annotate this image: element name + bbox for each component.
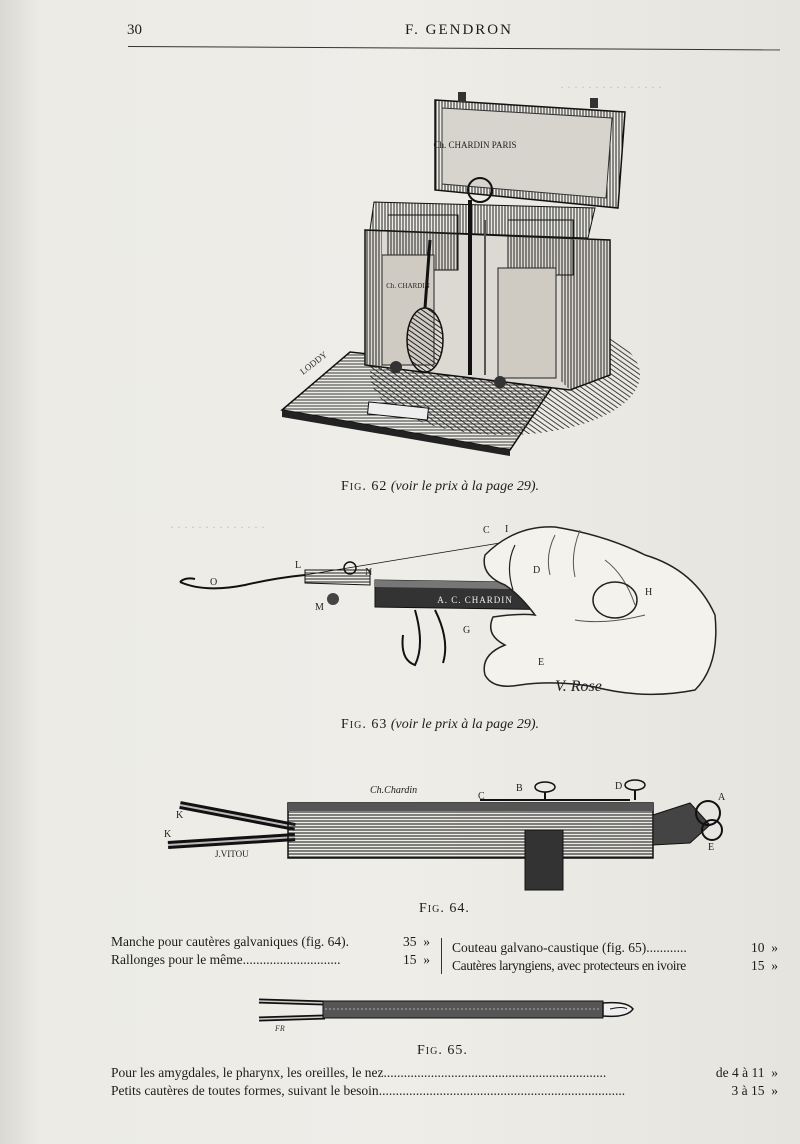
handle-maker-inscription: Ch.Chardin xyxy=(370,785,418,796)
bleed-through-text: · · · · · · · · · · · · · · · xyxy=(560,80,662,94)
price-item-cauteres-laryngiens xyxy=(452,958,686,974)
header-rule xyxy=(128,46,780,50)
fig62-text: (voir le prix à la page 29). xyxy=(390,479,539,494)
fig65-caption xyxy=(417,1043,468,1059)
hand-engraver-signature: V. Rose xyxy=(555,678,602,695)
price-value-petits-cauteres: 3 à 15 » xyxy=(731,1083,778,1098)
fig63-letter-M: M xyxy=(315,602,324,613)
box-engraver-signature: LODDY xyxy=(298,349,330,377)
fig64-label: Fig. 64. xyxy=(419,901,470,916)
price-item-label: Pour les amygdales, le pharynx, les oreilles, le nez xyxy=(111,1065,384,1080)
fig63-letter-I: I xyxy=(505,524,509,535)
fig63-label: Fig. 63 xyxy=(341,717,388,732)
galvanic-handle-engraving xyxy=(160,775,735,895)
fig63-letter-H: H xyxy=(645,587,653,598)
fig62-caption xyxy=(341,479,539,495)
column-divider xyxy=(441,938,442,974)
price-value-cauteres-laryngiens: 15 » xyxy=(751,958,778,973)
fig64-caption xyxy=(419,901,470,917)
fig62-label: Fig. 62 xyxy=(341,479,388,494)
fig63-letter-E: E xyxy=(538,657,545,668)
battery-box-engraving xyxy=(270,90,640,460)
running-title: F. GENDRON xyxy=(405,22,513,38)
fig63-letter-D: D xyxy=(533,565,541,576)
fig63-caption xyxy=(341,717,539,733)
fig63-letter-L: L xyxy=(295,560,302,571)
fig64-letter-D: D xyxy=(615,781,623,792)
price-item-label: Rallonges pour le même xyxy=(111,952,243,967)
price-value-couteau: 10 » xyxy=(751,940,778,955)
price-item-label: Cautères laryngiens, avec protecteurs en ivoire xyxy=(452,958,686,973)
handle-maker-mark: A. C. CHARDIN xyxy=(437,595,513,605)
handle-engraver-signature: J.VITOU xyxy=(215,849,249,859)
price-item-petits-cauteres: Petits cautères de toutes formes, suivant le besoin......................................................................... xyxy=(111,1083,626,1098)
fig64-letter-A: A xyxy=(718,792,726,803)
box-plate-text: Ch. CHARDIN PARIS xyxy=(433,140,517,150)
cautery-hand-engraving xyxy=(175,515,725,710)
fig64-letter-B: B xyxy=(516,783,523,794)
price-item-label: Manche pour cautères galvaniques (fig. 64). xyxy=(111,934,350,949)
page-number: 30 xyxy=(127,22,142,38)
fig64-letter-E: E xyxy=(708,842,715,853)
price-item-rallonges: Rallonges pour le même............................. xyxy=(111,952,341,967)
fig63-text: (voir le prix à la page 29). xyxy=(390,717,539,732)
fig63-letter-G: G xyxy=(463,625,471,636)
price-value-rallonges: 15 » xyxy=(403,952,430,967)
fig63-letter-O: O xyxy=(210,577,218,588)
bleed-through-text: · · · · · · · · · · · · · · xyxy=(170,520,265,534)
fig65-label: Fig. 65. xyxy=(417,1043,468,1058)
box-panel-label: Ch. CHARDIN xyxy=(386,282,430,290)
price-item-manche xyxy=(111,934,349,950)
fig64-letter-C: C xyxy=(478,791,485,802)
fig64-letter-K-bottom: K xyxy=(164,829,172,840)
price-item-label: Couteau galvano-caustique (fig. 65) xyxy=(452,940,647,955)
fig64-letter-K-top: K xyxy=(176,810,184,821)
price-item-label: Petits cautères de toutes formes, suivant le besoin xyxy=(111,1083,379,1098)
price-value-manche: 35 » xyxy=(403,934,430,949)
galvanocaustic-knife-engraving xyxy=(255,993,640,1033)
price-item-amygdales: Pour les amygdales, le pharynx, les oreilles, le nez.................................................................. xyxy=(111,1065,607,1080)
fig63-letter-C: C xyxy=(483,525,490,536)
fig63-letter-N: N xyxy=(365,567,373,578)
knife-engraver-mark: FR xyxy=(275,1024,285,1033)
price-value-amygdales: de 4 à 11 » xyxy=(715,1065,778,1080)
price-item-couteau: Couteau galvano-caustique (fig. 65)............ xyxy=(452,940,687,955)
